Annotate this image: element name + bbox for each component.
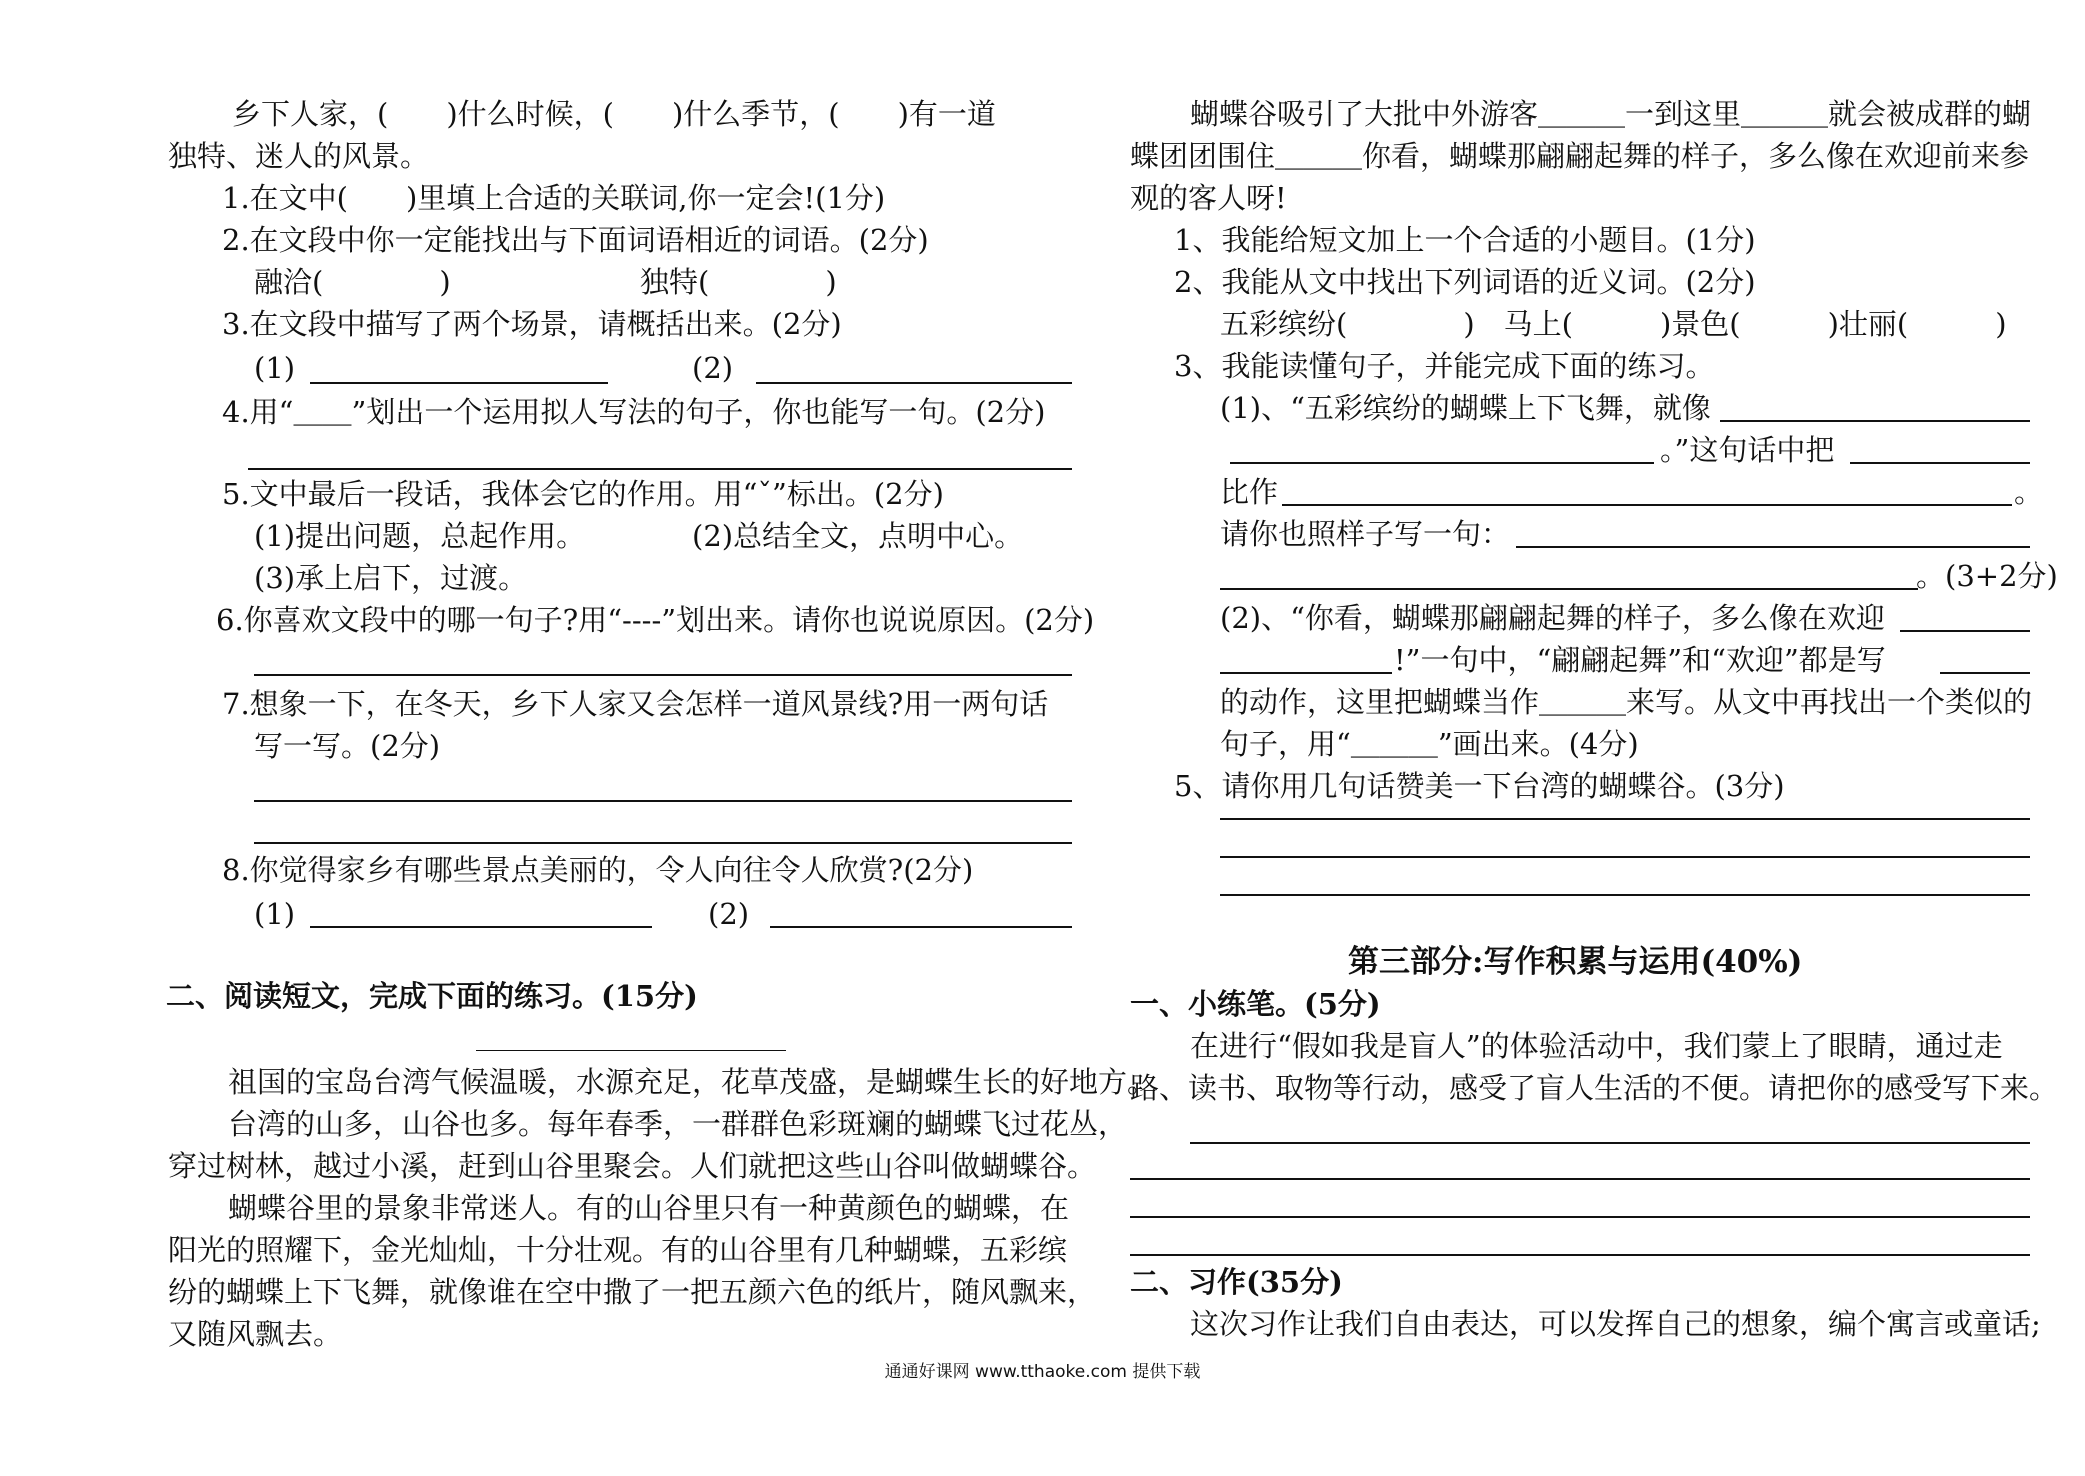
answer-line[interactable] [254,674,1072,676]
answer-line[interactable] [310,382,608,384]
passage-paragraph-3-line-1: 蝴蝶谷里的景象非常迷人。有的山谷里只有一种黄颜色的蝴蝶，在 [228,1191,1070,1225]
question-3-answer-1-label: (1) [254,351,296,385]
passage-paragraph-4-line-1: 蝴蝶谷吸引了大批中外游客＿＿＿一到这里＿＿＿就会被成群的蝴 [1190,97,2032,131]
passage-paragraph-2-line-1: 台湾的山多，山谷也多。每年春季，一群群色彩斑斓的蝴蝶飞过花丛， [228,1107,1128,1141]
writing-section-1-line-1: 在进行“假如我是盲人”的体验活动中，我们蒙上了眼睛，通过走 [1190,1029,2003,1063]
question-4: 4.用“＿＿”划出一个运用拟人写法的句子，你也能写一句。(2分) [222,395,1046,429]
writing-section-1-line-2: 路、读书、取物等行动，感受了盲人生活的不便。请把你的感受写下来。 [1130,1071,2059,1105]
passage-paragraph-3-line-3: 纷的蝴蝶上下飞舞，就像谁在空中撒了一把五颜六色的纸片，随风飘来， [168,1275,1097,1309]
answer-line[interactable] [1220,672,1392,674]
answer-line[interactable] [1720,420,2030,422]
answer-line[interactable] [1900,630,2030,632]
intro-line-2: 独特、迷人的风景。 [168,139,430,173]
footer-credit: 通通好课网 www.tthaoke.com 提供下载 [884,1362,1201,1382]
passage-paragraph-1: 祖国的宝岛台湾气候温暖，水源充足，花草茂盛，是蝴蝶生长的好地方。 [228,1065,1157,1099]
reading-question-3-1-line-c: 比作 [1220,475,1279,509]
question-2-word-1: 融洽( ) [254,265,451,299]
reading-question-2-words: 五彩缤纷( ) 马上( )景色( )壮丽( ) [1220,307,2007,341]
answer-line[interactable] [1130,1254,2030,1256]
answer-line[interactable] [1516,546,2030,548]
passage-paragraph-2-line-2: 穿过树林，越过小溪，赶到山谷里聚会。人们就把这些山谷叫做蝴蝶谷。 [168,1149,1097,1183]
passage-paragraph-4-line-3: 观的客人呀! [1130,181,1287,215]
passage-paragraph-3-line-4: 又随风飘去。 [168,1317,343,1351]
question-8-answer-2-label: (2) [708,897,750,931]
question-1: 1.在文中( )里填上合适的关联词,你一定会!(1分) [222,181,886,215]
answer-line[interactable] [1130,1216,2030,1218]
reading-question-3-2-line-b: !”一句中，“翩翩起舞”和“欢迎”都是写 [1394,643,1886,677]
reading-question-3-2-line-c: 的动作，这里把蝴蝶当作＿＿＿来写。从文中再找出一个类似的 [1220,685,2033,719]
section-2-heading: 二、阅读短文，完成下面的练习。(15分) [166,979,698,1013]
answer-line[interactable] [1940,672,2030,674]
answer-line[interactable] [770,926,1072,928]
part-3-title: 第三部分:写作积累与运用(40%) [1348,944,1803,980]
title-blank-line[interactable] [476,1050,786,1051]
question-5-option-2: (2)总结全文，点明中心。 [692,519,1024,553]
reading-question-5: 5、请你用几句话赞美一下台湾的蝴蝶谷。(3分) [1174,769,1785,803]
question-2: 2.在文段中你一定能找出与下面词语相近的词语。(2分) [222,223,929,257]
reading-question-3: 3、我能读懂句子，并能完成下面的练习。 [1174,349,1715,383]
answer-line[interactable] [1220,588,1918,590]
passage-paragraph-4-line-2: 蝶团团围住＿＿＿你看，蝴蝶那翩翩起舞的样子，多么像在欢迎前来参 [1130,139,2030,173]
question-8-answer-1-label: (1) [254,897,296,931]
question-5: 5.文中最后一段话，我体会它的作用。用“ˇ”标出。(2分) [222,477,944,511]
answer-line[interactable] [310,926,652,928]
answer-line[interactable] [1130,1178,2030,1180]
answer-line[interactable] [1220,894,2030,896]
question-5-option-3: (3)承上启下，过渡。 [254,561,528,595]
answer-line[interactable] [1220,856,2030,858]
reading-question-3-1-line-a: (1)、“五彩缤纷的蝴蝶上下飞舞，就像 [1220,391,1711,425]
answer-line[interactable] [1850,462,2030,464]
reading-question-3-1-line-c-end: 。 [2014,475,2044,509]
intro-line-1: 乡下人家，( )什么时候，( )什么季节，( )有一道 [232,97,996,131]
reading-question-3-1-line-b: 。”这句话中把 [1660,433,1835,467]
reading-question-3-2-line-d: 句子，用“＿＿＿”画出来。(4分) [1220,727,1639,761]
answer-line[interactable] [254,842,1072,844]
reading-question-1: 1、我能给短文加上一个合适的小题目。(1分) [1174,223,1756,257]
answer-line[interactable] [1282,504,2012,506]
reading-question-3-2-line-a: (2)、“你看，蝴蝶那翩翩起舞的样子，多么像在欢迎 [1220,601,1885,635]
reading-question-2: 2、我能从文中找出下列词语的近义词。(2分) [1174,265,1756,299]
answer-line[interactable] [248,468,1072,470]
question-8: 8.你觉得家乡有哪些景点美丽的，令人向往令人欣赏?(2分) [222,853,974,887]
passage-paragraph-3-line-2: 阳光的照耀下，金光灿灿，十分壮观。有的山谷里有几种蝴蝶，五彩缤 [168,1233,1068,1267]
reading-question-3-1-line-d: 请你也照样子写一句： [1220,517,1511,551]
question-3: 3.在文段中描写了两个场景，请概括出来。(2分) [222,307,842,341]
answer-line[interactable] [1220,818,2030,820]
question-6: 6.你喜欢文段中的哪一句子?用“----”划出来。请你也说说原因。(2分) [216,603,1095,637]
question-2-word-2: 独特( ) [640,265,837,299]
writing-section-2-heading: 二、习作(35分) [1130,1265,1343,1299]
writing-section-2-line-1: 这次习作让我们自由表达，可以发挥自己的想象，编个寓言或童话; [1190,1307,2041,1341]
answer-line[interactable] [254,800,1072,802]
writing-section-1-heading: 一、小练笔。(5分) [1130,987,1381,1021]
reading-question-3-1-line-e: 。(3+2分) [1916,559,2058,593]
question-5-option-1: (1)提出问题，总起作用。 [254,519,586,553]
answer-line[interactable] [756,382,1072,384]
question-3-answer-2-label: (2) [692,351,734,385]
question-7-line-2: 写一写。(2分) [254,729,441,763]
question-7-line-1: 7.想象一下，在冬天，乡下人家又会怎样一道风景线?用一两句话 [222,687,1049,721]
answer-line[interactable] [1230,462,1654,464]
answer-line[interactable] [1190,1142,2030,1144]
